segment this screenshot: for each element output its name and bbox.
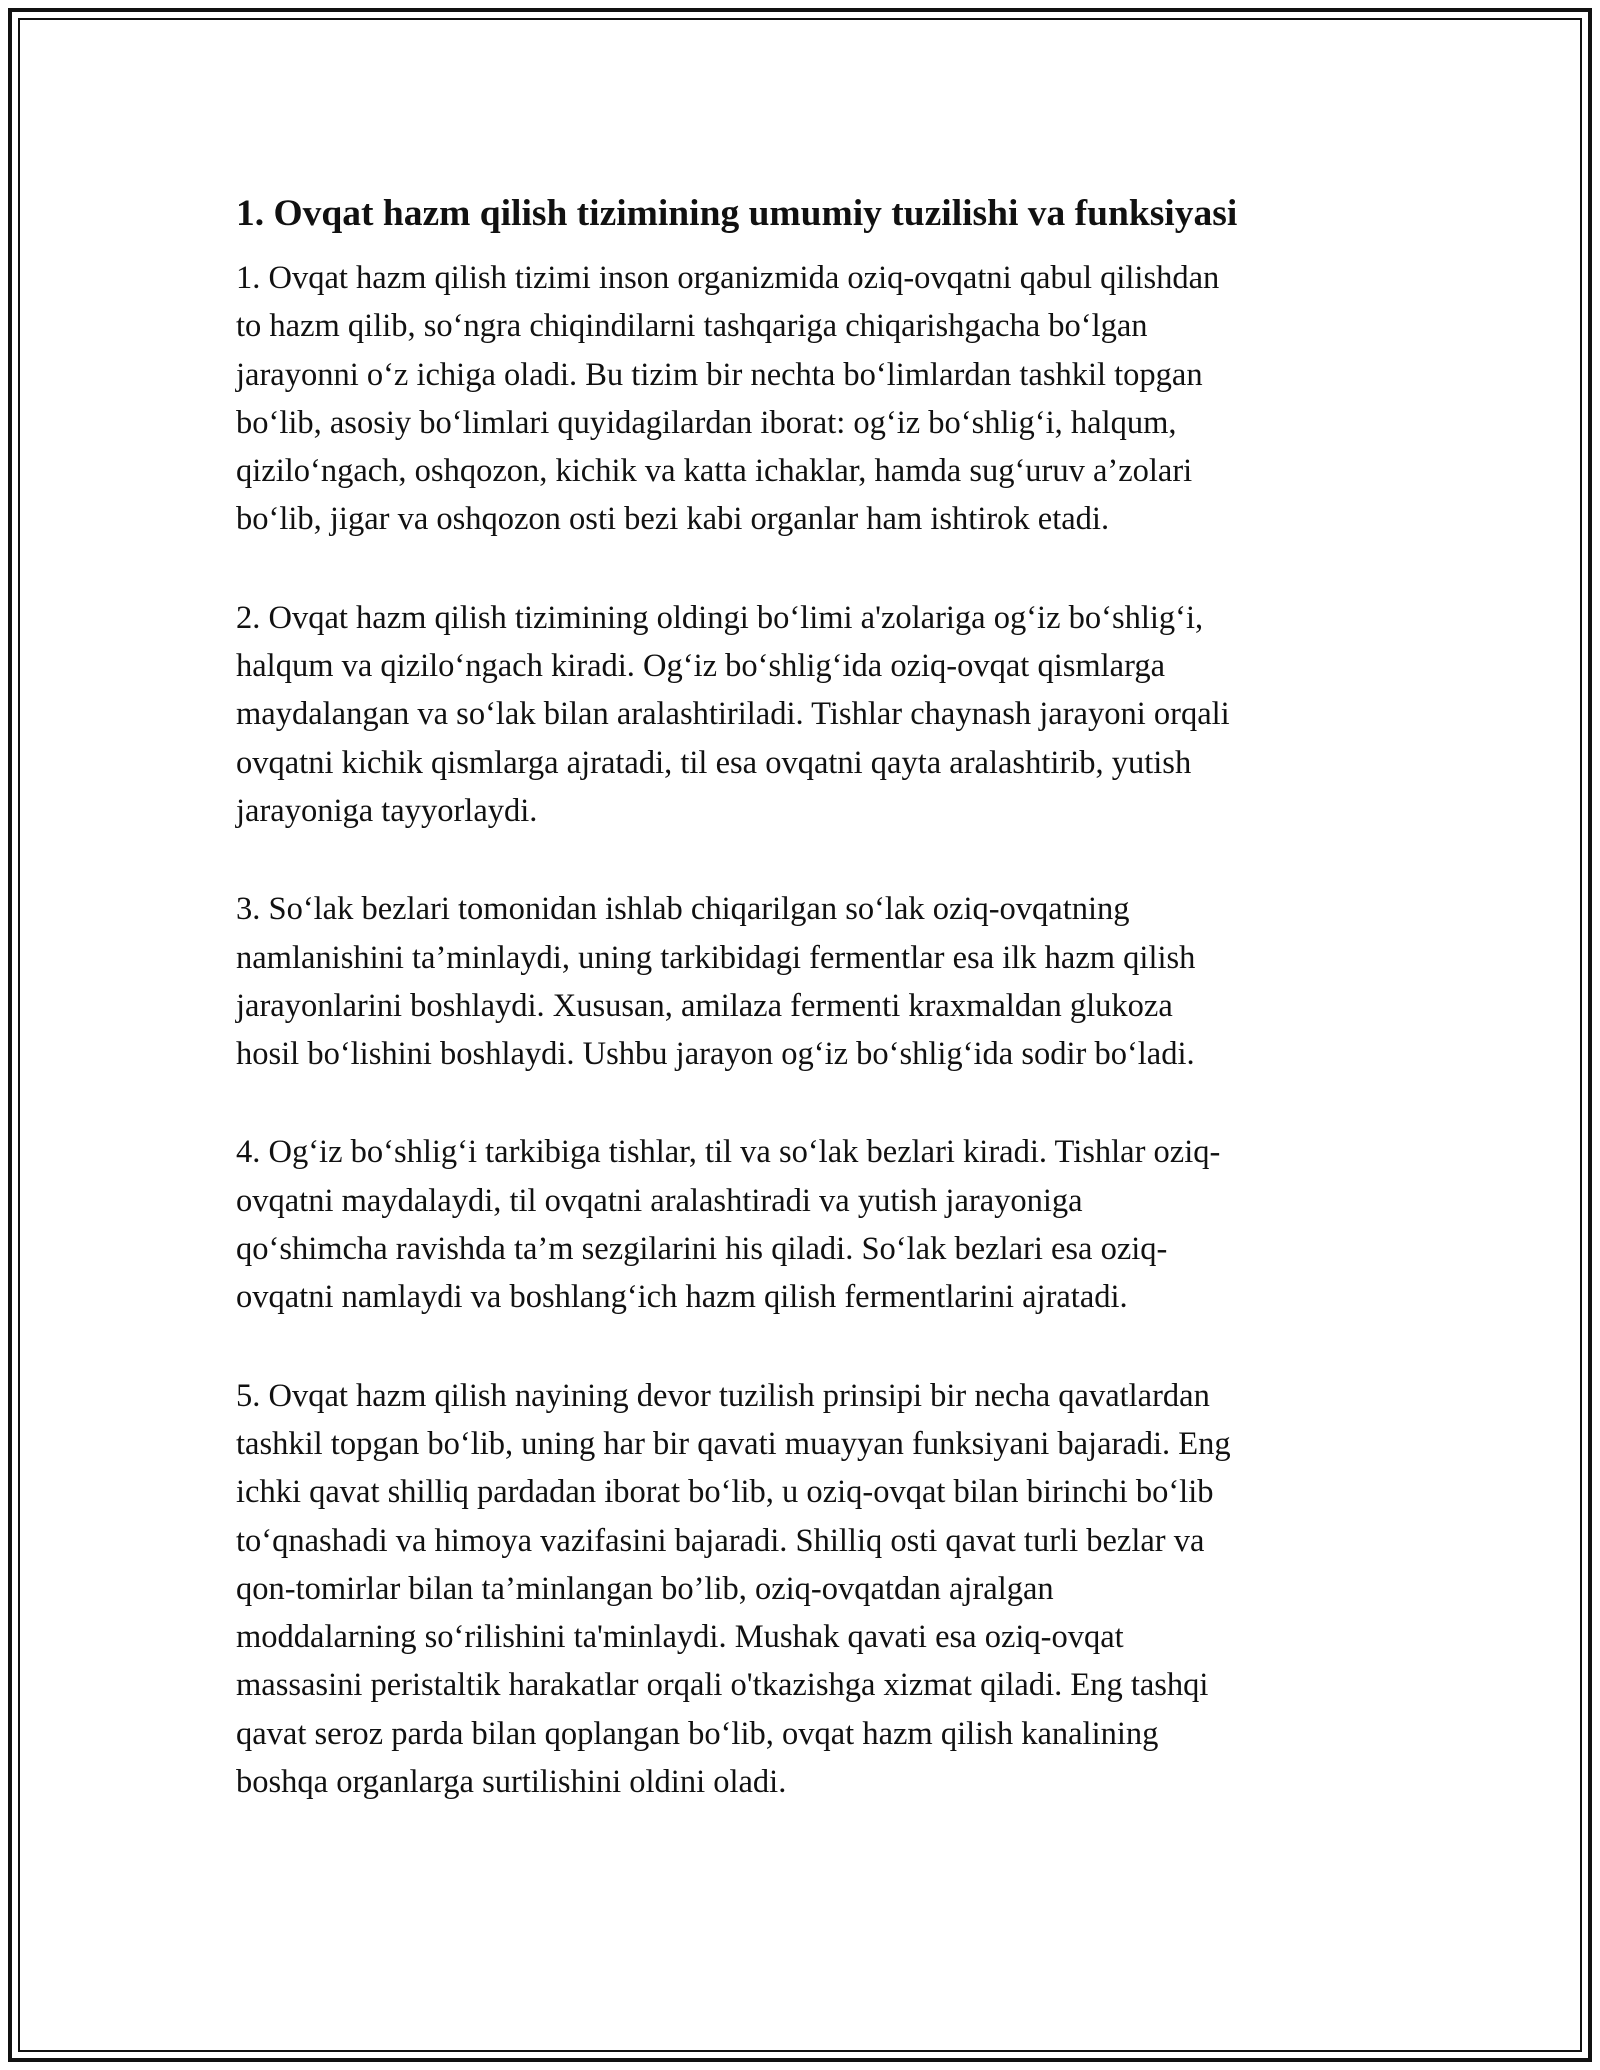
paragraph-line: hosil bo‘lishini boshlaydi. Ushbu jarayon og‘iz bo‘shlig‘ida sodir bo‘ladi. — [236, 1036, 1195, 1073]
paragraph-line: to‘qnashadi va himoya vazifasini bajaradi. Shilliq osti qavat turli bezlar va — [236, 1522, 1205, 1559]
paragraph-line: jarayoniga tayyorlaydi. — [236, 792, 538, 829]
paragraph-line: massasini peristaltik harakatlar orqali o'tkazishga xizmat qiladi. Eng tashqi — [236, 1667, 1209, 1704]
document-title: 1. Ovqat hazm qilish tizimining umumiy tuzilishi va funksiyasi — [236, 193, 1238, 234]
paragraph-line: 1. Ovqat hazm qilish tizimi inson organizmida oziq-ovqatni qabul qilishdan — [236, 260, 1220, 296]
paragraph-line: ovqatni maydalaydi, til ovqatni aralashtiradi va yutish jarayoniga — [236, 1182, 1083, 1219]
paragraph-line: ovqatni kichik qismlarga ajratadi, til esa ovqatni qayta aralashtirib, yutish — [236, 744, 1192, 781]
paragraph-line: 3. So‘lak bezlari tomonidan ishlab chiqarilgan so‘lak oziq-ovqatning — [236, 891, 1130, 928]
paragraph-4 — [236, 1128, 1386, 1321]
paragraph-line: ichki qavat shilliq pardadan iborat bo‘lib, u oziq-ovqat bilan birinchi bo‘lib — [236, 1474, 1214, 1511]
paragraph-3 — [236, 885, 1386, 1078]
paragraph-line: maydalangan va so‘lak bilan aralashtiriladi. Tishlar chaynash jarayoni orqali — [236, 696, 1230, 733]
paragraph-line: qavat seroz parda bilan qoplangan bo‘lib, ovqat hazm qilish kanalining — [236, 1715, 1159, 1752]
paragraph-line: ovqatni namlaydi va boshlang‘ich hazm qilish fermentlarini ajratadi. — [236, 1279, 1128, 1316]
paragraph-5 — [236, 1372, 1386, 1807]
paragraph-line: jarayonlarini boshlaydi. Xususan, amilaza fermenti kraxmaldan glukoza — [236, 987, 1173, 1024]
paragraph-line: 5. Ovqat hazm qilish nayining devor tuzilish prinsipi bir necha qavatlardan — [236, 1377, 1210, 1414]
paragraph-line: tashkil topgan bo‘lib, uning har bir qavati muayyan funksiyani bajaradi. Eng — [236, 1425, 1231, 1462]
paragraph-line: namlanishini ta’minlaydi, uning tarkibidagi fermentlar esa ilk hazm qilish — [236, 939, 1196, 976]
paragraph-line: moddalarning so‘rilishini ta'minlaydi. Mushak qavati esa oziq-ovqat — [236, 1619, 1124, 1656]
document-body — [236, 188, 1386, 1806]
paragraph-line: qo‘shimcha ravishda ta’m sezgilarini his qiladi. So‘lak bezlari esa oziq- — [236, 1231, 1168, 1268]
paragraph-line: jarayonni o‘z ichiga oladi. Bu tizim bir nechta bo‘limlardan tashkil topgan — [236, 356, 1203, 393]
paragraph-line: to hazm qilib, so‘ngra chiqindilarni tashqariga chiqarishgacha bo‘lgan — [236, 308, 1148, 345]
paragraph-line: 4. Og‘iz bo‘shlig‘i tarkibiga tishlar, til va so‘lak bezlari kiradi. Tishlar oziq- — [236, 1134, 1221, 1171]
paragraph-2 — [236, 594, 1386, 835]
paragraph-line: 2. Ovqat hazm qilish tizimining oldingi bo‘limi a'zolariga og‘iz bo‘shlig‘i, — [236, 599, 1204, 636]
paragraph-line: qon-tomirlar bilan ta’minlangan bo’lib, oziq-ovqatdan ajralgan — [236, 1570, 1054, 1607]
paragraph-line: bo‘lib, jigar va oshqozon osti bezi kabi organlar ham ishtirok etadi. — [236, 501, 1110, 538]
paragraph-line: halqum va qizilo‘ngach kiradi. Og‘iz bo‘shlig‘ida oziq-ovqat qismlarga — [236, 648, 1166, 685]
paragraph-1 — [236, 254, 1386, 544]
paragraph-line: qizilo‘ngach, oshqozon, kichik va katta ichaklar, hamda sug‘uruv a’zolari — [236, 453, 1193, 490]
paragraph-line: bo‘lib, asosiy bo‘limlari quyidagilardan iborat: og‘iz bo‘shlig‘i, halqum, — [236, 404, 1177, 441]
paragraph-line: boshqa organlarga surtilishini oldini oladi. — [236, 1764, 787, 1801]
